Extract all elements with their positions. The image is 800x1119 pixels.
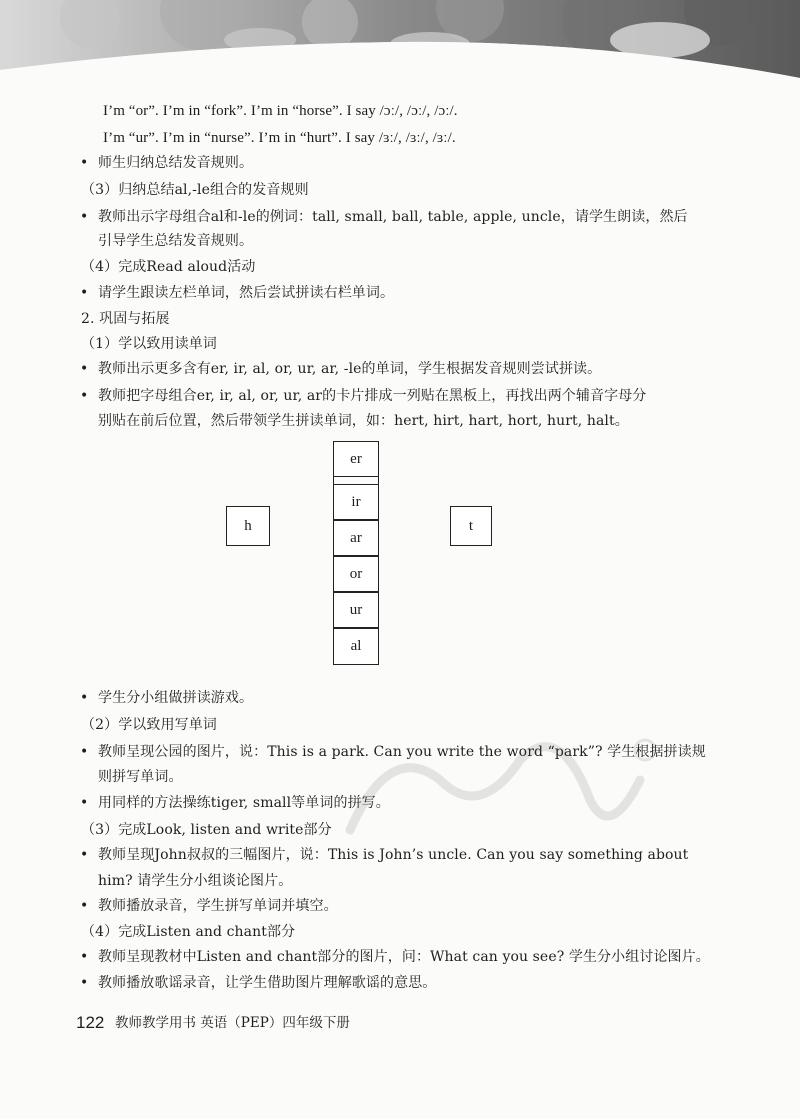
- section-heading: （2）学以致用写单词: [81, 717, 217, 733]
- bullet-icon: •: [80, 949, 89, 965]
- text-line: 教师把字母组合er, ir, al, or, ur, ar的卡片排成一列贴在黑板上，再找出两个辅音字母分: [98, 388, 647, 404]
- text-line: I’m “ur”. I’m in “nurse”. I’m in “hurt”. I say /ɜː/, /ɜː/, /ɜː/.: [103, 130, 456, 146]
- bullet-icon: •: [80, 795, 89, 811]
- bullet-icon: •: [80, 209, 89, 225]
- section-heading: （3）归纳总结al,-le组合的发音规则: [81, 182, 309, 198]
- letter-card-ar: [333, 520, 379, 556]
- floral-banner-icon: [0, 0, 800, 96]
- decorative-header-banner: [0, 0, 800, 96]
- bullet-icon: •: [80, 744, 89, 760]
- text-line: 教师出示字母组合al和-le的例词：tall, small, ball, table, apple, uncle，请学生朗读，然后: [98, 209, 688, 225]
- text-line: 引导学生总结发音规则。: [98, 233, 254, 249]
- text-line: 教师呈现John叔叔的三幅图片，说：This is John’s uncle. Can you say something about: [98, 847, 689, 863]
- section-heading: （4）完成Read aloud活动: [81, 259, 256, 275]
- bullet-icon: •: [80, 155, 89, 171]
- letter-card-ur: [333, 592, 379, 628]
- bullet-icon: •: [80, 975, 89, 991]
- letter-card-text: ir: [351, 493, 361, 510]
- bullet-icon: •: [80, 388, 89, 404]
- letter-card-or: [333, 556, 379, 592]
- text-line: 教师播放录音，学生拼写单词并填空。: [98, 898, 338, 914]
- section-heading: （1）学以致用读单词: [81, 336, 217, 352]
- section-heading: 2. 巩固与拓展: [81, 311, 170, 327]
- bullet-icon: •: [80, 690, 89, 706]
- text-line: 学生分小组做拼读游戏。: [98, 690, 254, 706]
- bullet-icon: •: [80, 898, 89, 914]
- section-heading: （4）完成Listen and chant部分: [81, 924, 296, 940]
- letter-card-text: al: [350, 638, 362, 654]
- section-heading: （3）完成Look, listen and write部分: [81, 822, 332, 838]
- text-line: him? 请学生分小组谈论图片。: [98, 873, 293, 889]
- letter-card-text: or: [349, 565, 363, 582]
- bullet-icon: •: [80, 285, 89, 301]
- letter-card-text: er: [350, 450, 362, 467]
- watermark-logo-icon: [330, 720, 660, 850]
- letter-card-text: ur: [349, 601, 363, 618]
- page-number: 122: [76, 1013, 105, 1032]
- letter-card-ir: [333, 484, 379, 520]
- text-line: I’m “or”. I’m in “fork”. I’m in “horse”. I say /ɔː/, /ɔː/, /ɔː/.: [103, 103, 458, 119]
- text-line: 教师呈现教材中Listen and chant部分的图片，问：What can you see? 学生分小组讨论图片。: [98, 949, 710, 965]
- letter-card-left-text: h: [244, 517, 252, 534]
- letter-card-right-text: t: [468, 517, 474, 534]
- column-connector: [333, 476, 379, 485]
- letter-card-text: ar: [350, 529, 362, 546]
- text-line: 教师出示更多含有er, ir, al, or, ur, ar, -le的单词，学生根据发音规则尝试拼读。: [98, 361, 602, 377]
- text-line: 教师播放歌谣录音，让学生借助图片理解歌谣的意思。: [98, 975, 437, 991]
- text-line: 教师呈现公园的图片，说：This is a park. Can you write the word “park”? 学生根据拼读规: [98, 744, 706, 760]
- bullet-icon: •: [80, 847, 89, 863]
- bullet-icon: •: [80, 361, 89, 377]
- text-line: 师生归纳总结发音规则。: [98, 155, 254, 171]
- book-title: 教师教学用书 英语（PEP）四年级下册: [115, 1015, 350, 1031]
- letter-card-right: [450, 506, 492, 546]
- text-line: 请学生跟读左栏单词，然后尝试拼读右栏单词。: [98, 285, 395, 301]
- letter-card-left: [226, 506, 270, 546]
- text-line: 则拼写单词。: [98, 769, 183, 785]
- text-line: 用同样的方法操练tiger, small等单词的拼写。: [98, 795, 390, 811]
- letter-card-al: [333, 628, 379, 665]
- letter-card-er: [333, 441, 379, 477]
- text-line: 别贴在前后位置，然后带领学生拼读单词，如：hert, hirt, hart, hort, hurt, halt。: [98, 413, 629, 429]
